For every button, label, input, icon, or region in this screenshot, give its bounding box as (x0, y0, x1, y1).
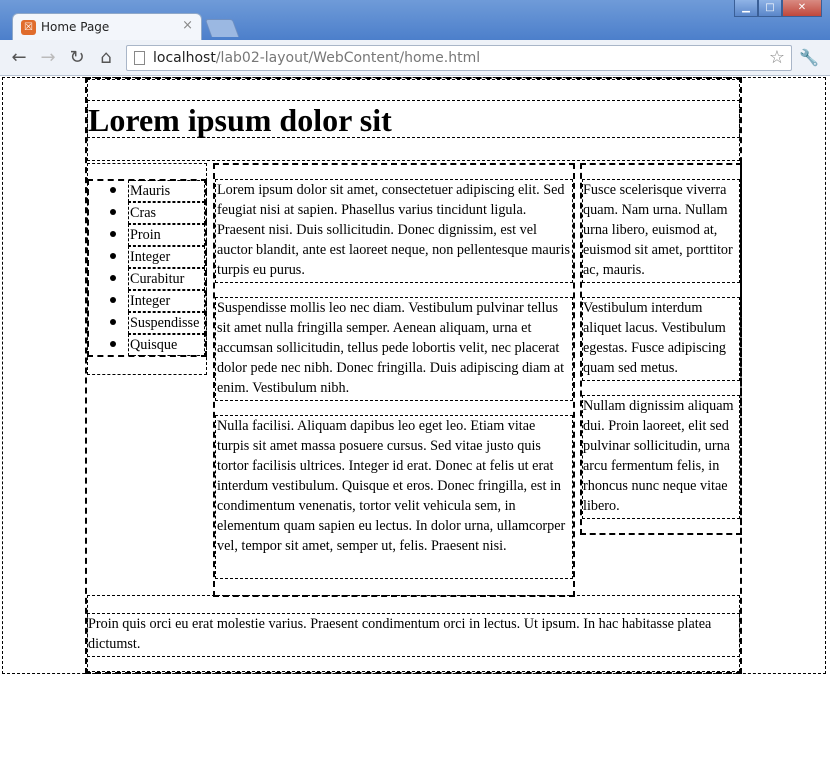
nav-item-proin[interactable]: Proin (128, 224, 205, 246)
minimize-icon[interactable]: ▁ (734, 0, 758, 17)
page-viewport (0, 77, 830, 760)
tab-close-icon[interactable]: × (182, 18, 193, 33)
page-title: Lorem ipsum dolor sit (88, 102, 392, 138)
nav-item-cras[interactable]: Cras (128, 202, 205, 224)
list-bullet (110, 187, 116, 193)
url-path: /lab02-layout/WebContent/home.html (215, 50, 481, 66)
list-bullet (110, 341, 116, 347)
list-bullet (110, 209, 116, 215)
bookmark-star-icon[interactable]: ☆ (768, 47, 785, 68)
tab-title: Home Page (41, 20, 110, 34)
footer-paragraph: Proin quis orci eu erat molestie varius. Praesent condimentum orci in lectus. Ut ipsum. In hac habitasse platea dictumst. (88, 616, 712, 652)
side-paragraph-3: Nullam dignissim aliquam dui. Proin laoreet, elit sed pulvinar sollicitudin, urna arcu fermentum felis, in rhoncus nunc neque vitae libero. (583, 398, 734, 514)
home-icon[interactable]: ⌂ (100, 47, 112, 68)
address-bar[interactable] (126, 45, 792, 71)
nav-item-curabitur[interactable]: Curabitur (128, 268, 205, 290)
tab-home-page[interactable] (12, 13, 202, 41)
url-host: localhost (153, 50, 216, 66)
forward-arrow-icon[interactable]: → (40, 47, 56, 68)
main-paragraph-2: Suspendisse mollis leo nec diam. Vestibulum pulvinar tellus sit amet nulla fringilla semper. Aenean aliquam, urna et accumsan sollicitudin, tellus pede lobortis velit, nec placerat dolor pede nec nibh. Donec fringilla. Duis adipiscing diam at enim. Vestibulum nibh. (217, 300, 565, 396)
nav-item-quisque[interactable]: Quisque (128, 334, 205, 356)
xampp-favicon-icon: ☒ (21, 20, 36, 35)
list-bullet (110, 231, 116, 237)
list-bullet (110, 275, 116, 281)
maximize-icon[interactable]: □ (758, 0, 782, 17)
nav-item-integer-2[interactable]: Integer (128, 290, 205, 312)
url-text[interactable] (153, 50, 480, 66)
wrench-menu-icon[interactable]: 🔧 (799, 48, 819, 67)
browser-titlebar (0, 0, 830, 40)
side-paragraph-1: Fusce scelerisque viverra quam. Nam urna. Nullam urna libero, euismod at, euismod sit amet, porttitor ac, mauris. (583, 182, 733, 278)
window-controls (734, 0, 822, 17)
nav-item-mauris[interactable]: Mauris (128, 180, 205, 202)
nav-item-suspendisse[interactable]: Suspendisse (128, 312, 205, 334)
main-paragraph-1: Lorem ipsum dolor sit amet, consectetuer adipiscing elit. Sed feugiat nisi at sapien. Phasellus varius tincidunt ligula. Praesent nisi. Duis sollicitudin. Donec dignissim, est vel auctor blandit, ante est laoreet neque, non pellentesque mauris turpis eu purus. (217, 182, 570, 278)
nav-item-integer[interactable]: Integer (128, 246, 205, 268)
list-bullet (110, 297, 116, 303)
page-icon (134, 51, 145, 65)
new-tab-button[interactable] (205, 19, 240, 37)
main-paragraph-3: Nulla facilisi. Aliquam dapibus leo eget leo. Etiam vitae turpis sit amet massa posuere cursus. Sed vitae justo quis tortor facilisis ultrices. Integer id erat. Donec at felis ut erat interdum vestibulum. Quisque et eros. Donec fringilla, est in condimentum venenatis, tortor velit vehicula sem, in elementum quam sapien eu lectus. In dolor urna, ullamcorper vel, tempor sit amet, semper ut, felis. Praesent nisi. (217, 418, 566, 554)
reload-icon[interactable]: ↻ (69, 47, 85, 68)
list-bullet (110, 253, 116, 259)
list-bullet (110, 319, 116, 325)
close-window-icon[interactable]: ✕ (782, 0, 822, 17)
back-arrow-icon[interactable]: ← (11, 47, 27, 68)
side-paragraph-2: Vestibulum interdum aliquet lacus. Vestibulum egestas. Fusce adipiscing quam sed metus. (583, 300, 727, 376)
browser-toolbar (0, 40, 830, 76)
